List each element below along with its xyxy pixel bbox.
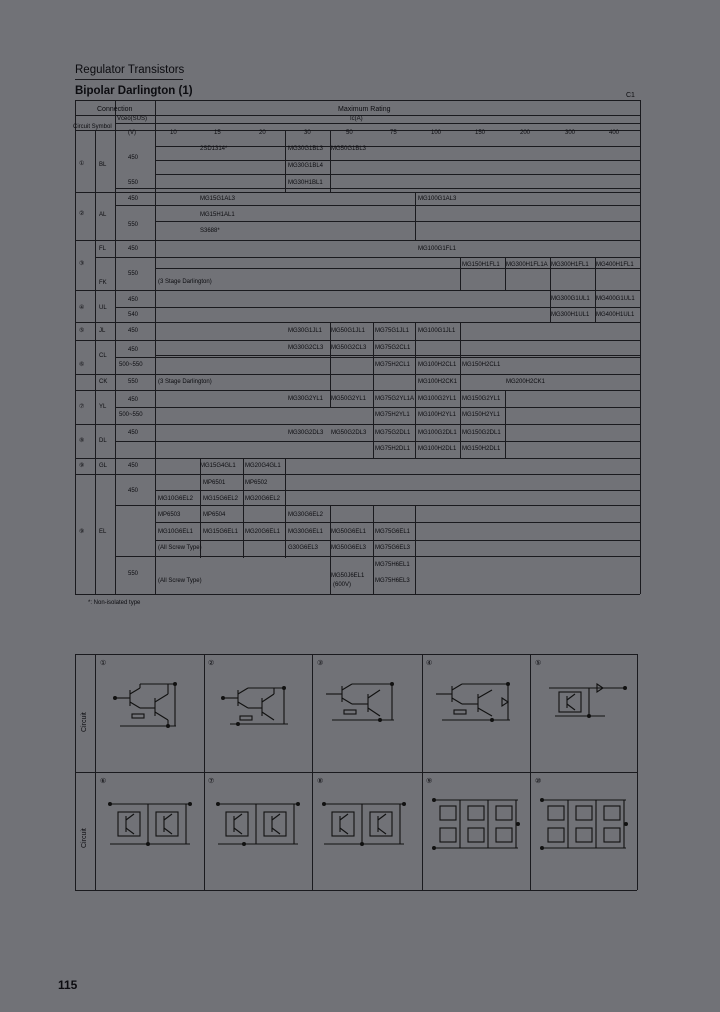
voltage-cell: 450 xyxy=(128,397,139,403)
circuit-panel-no: ⑦ xyxy=(208,778,215,785)
device-cell: MG50G1BL3 xyxy=(331,146,367,152)
max-rating-header: Maximum Rating xyxy=(338,106,391,113)
device-cell: MG50G6EL1 xyxy=(331,529,367,535)
darlington-circuit-diagram-1 xyxy=(110,680,190,730)
connection-header: Connection xyxy=(97,106,133,113)
voltage-cell: 450 xyxy=(128,297,139,303)
voltage-cell: 450 xyxy=(128,328,139,334)
circuit-panel-no: ⑧ xyxy=(317,778,324,785)
voltage-cell: 550 xyxy=(128,271,139,277)
group-sym: GL xyxy=(99,463,108,469)
device-cell: MG75H6EL3 xyxy=(375,578,410,584)
group-no: ⑥ xyxy=(79,362,85,368)
bridge-circuit-diagram-8 xyxy=(320,796,410,851)
ic-header: Ic(A) xyxy=(350,116,363,122)
doc-subtitle: Bipolar Darlington (1) xyxy=(75,85,193,97)
device-cell: MG75G6EL3 xyxy=(375,545,411,551)
device-cell: MG30G1JL1 xyxy=(288,328,323,334)
device-cell: MG30H1BL1 xyxy=(288,180,323,186)
device-cell: S3688* xyxy=(200,228,220,234)
voltage-cell: 450 xyxy=(128,347,139,353)
group-sym: JL xyxy=(99,328,106,334)
device-cell: MG150G2YL1 xyxy=(462,396,501,402)
group-sym: CL xyxy=(99,353,107,359)
device-cell: MG10G6EL1 xyxy=(158,529,194,535)
device-cell: (All Screw Type) xyxy=(158,578,202,584)
circuit-row-label: Circuit xyxy=(81,712,88,732)
device-cell: G30G6EL3 xyxy=(288,545,319,551)
device-cell: MP6501 xyxy=(203,480,226,486)
device-cell: MG50G2DL3 xyxy=(331,430,367,436)
device-cell: MG30G6EL2 xyxy=(288,512,324,518)
voltage-cell: 450 xyxy=(128,155,139,161)
darlington-circuit-diagram-4 xyxy=(432,680,517,730)
circuit-panel-no: ⑥ xyxy=(100,778,107,785)
voltage-cell: 450 xyxy=(128,246,139,252)
title-rule xyxy=(75,79,183,80)
device-cell: MG75G6EL1 xyxy=(375,529,411,535)
device-cell: MG10G6EL2 xyxy=(158,496,194,502)
group-no: ⑤ xyxy=(79,328,85,334)
six-pack-circuit-diagram-10 xyxy=(538,794,630,854)
group-sym: FK xyxy=(99,280,107,286)
device-cell: MG150H2CL1 xyxy=(462,362,501,368)
device-cell: MG20G4GL1 xyxy=(245,463,281,469)
device-cell: MG30G2DL3 xyxy=(288,430,324,436)
device-cell: MG100G1JL1 xyxy=(418,328,456,334)
device-cell: (600V) xyxy=(333,582,352,588)
device-cell: MG150H1FL1 xyxy=(462,262,500,268)
ic-value: 30 xyxy=(304,130,311,136)
device-cell: MG15G4GL1 xyxy=(200,463,236,469)
doc-title: Regulator Transistors xyxy=(75,64,185,76)
device-cell: MG75H2CL1 xyxy=(375,362,411,368)
group-sym: CK xyxy=(99,379,108,385)
device-cell: MG15G6EL1 xyxy=(203,529,239,535)
group-sym: UL xyxy=(99,305,107,311)
device-cell: MG400G1UL1 xyxy=(596,296,635,302)
vceo-header: Vceo(SUS) xyxy=(117,116,148,122)
device-cell: MG150H2DL1 xyxy=(462,446,501,452)
device-cell: MG75H6EL1 xyxy=(375,562,410,568)
device-cell: MG100H2YL1 xyxy=(418,412,457,418)
circuit-panel-no: ⑤ xyxy=(535,660,542,667)
device-cell: (3 Stage Darlington) xyxy=(158,279,212,285)
device-cell: MG30G6EL1 xyxy=(288,529,324,535)
device-cell: MG15G6EL2 xyxy=(203,496,239,502)
vceo-unit: (V) xyxy=(128,130,136,136)
group-no: ⑦ xyxy=(79,404,85,410)
device-cell: MG75G1JL1 xyxy=(375,328,410,334)
six-pack-circuit-diagram-9 xyxy=(430,794,522,854)
device-cell: MG100H2CL1 xyxy=(418,362,457,368)
device-cell: MG30G2CL3 xyxy=(288,345,324,351)
device-cell: MP6504 xyxy=(203,512,226,518)
darlington-circuit-diagram-5 xyxy=(545,676,630,726)
device-cell: MG50G6EL3 xyxy=(331,545,367,551)
device-cell: MG300G1UL1 xyxy=(551,296,590,302)
device-cell: MG100H2DL1 xyxy=(418,446,457,452)
device-cell: MG400H1UL1 xyxy=(596,312,635,318)
group-sym: DL xyxy=(99,438,107,444)
ic-value: 400 xyxy=(609,130,620,136)
device-cell: MG50G1JL1 xyxy=(331,328,366,334)
device-cell: MG30G2YL1 xyxy=(288,396,324,402)
voltage-cell: 450 xyxy=(128,430,139,436)
darlington-circuit-diagram-2 xyxy=(218,680,298,730)
voltage-cell: 500~550 xyxy=(119,412,143,418)
device-cell: MG150G2DL1 xyxy=(462,430,501,436)
device-cell: (3 Stage Darlington) xyxy=(158,379,212,385)
circuit-panel-no: ③ xyxy=(317,660,324,667)
bridge-circuit-diagram-7 xyxy=(214,796,304,851)
group-no: ⑨ xyxy=(79,529,85,535)
group-no: ⑧ xyxy=(79,438,85,444)
circuit-panel-no: ① xyxy=(100,660,107,667)
circuit-row-label: Circuit xyxy=(81,828,88,848)
group-sym: EL xyxy=(99,529,107,535)
voltage-cell: 500~550 xyxy=(119,362,143,368)
voltage-cell: 550 xyxy=(128,180,139,186)
device-cell: MG300H1FL1 xyxy=(551,262,589,268)
page-code: C1 xyxy=(626,92,635,99)
circuit-symbol-header: Circuit Symbol xyxy=(73,124,112,130)
voltage-cell: 550 xyxy=(128,571,139,577)
group-no: ② xyxy=(79,211,85,217)
circuit-panel-no: ⑨ xyxy=(426,778,433,785)
device-cell: MG100H2CK1 xyxy=(418,379,458,385)
page-number: 115 xyxy=(58,978,78,992)
device-cell: MG50J6EL1 xyxy=(331,573,365,579)
device-cell: 2SD1314* xyxy=(200,146,228,152)
circuit-panel-no: ⑩ xyxy=(535,778,542,785)
device-cell: MP6502 xyxy=(245,480,268,486)
device-cell: MG300H1UL1 xyxy=(551,312,590,318)
group-no: ① xyxy=(79,161,85,167)
group-sym: BL xyxy=(99,162,107,168)
footnote: *: Non-isolated type xyxy=(88,600,141,606)
device-cell: MG200H2CK1 xyxy=(506,379,546,385)
device-cell: MG20G6EL1 xyxy=(245,529,281,535)
circuit-panel-no: ② xyxy=(208,660,215,667)
device-cell: MG15H1AL1 xyxy=(200,212,235,218)
device-cell: MG100G1AL3 xyxy=(418,196,457,202)
ic-value: 20 xyxy=(259,130,266,136)
device-cell: MG75H2DL1 xyxy=(375,446,411,452)
device-cell: MG75G2DL1 xyxy=(375,430,411,436)
circuit-panel-no: ④ xyxy=(426,660,433,667)
group-no: ③ xyxy=(79,261,85,267)
device-cell: MG100G2DL1 xyxy=(418,430,457,436)
device-cell: MG75G2CL1 xyxy=(375,345,411,351)
ic-value: 300 xyxy=(565,130,576,136)
ic-value: 15 xyxy=(214,130,221,136)
voltage-cell: 540 xyxy=(128,312,139,318)
bridge-circuit-diagram-6 xyxy=(106,796,196,851)
device-cell: MG20G6EL2 xyxy=(245,496,281,502)
ic-value: 50 xyxy=(346,130,353,136)
voltage-cell: 550 xyxy=(128,379,139,385)
ic-value: 10 xyxy=(170,130,177,136)
device-cell: MG75G2YL1A xyxy=(375,396,415,402)
group-sym: AL xyxy=(99,212,107,218)
group-sym: FL xyxy=(99,246,107,252)
device-cell: MP6503 xyxy=(158,512,181,518)
voltage-cell: 550 xyxy=(128,222,139,228)
device-cell: (All Screw Type) xyxy=(158,545,202,551)
device-cell: MG50G2YL1 xyxy=(331,396,367,402)
device-cell: MG30G1BL3 xyxy=(288,146,324,152)
ic-value: 75 xyxy=(390,130,397,136)
device-cell: MG100G1FL1 xyxy=(418,246,457,252)
ic-value: 150 xyxy=(475,130,486,136)
device-cell: MG100G2YL1 xyxy=(418,396,457,402)
device-cell: MG300H1FL1A xyxy=(506,262,548,268)
device-cell: MG50G2CL3 xyxy=(331,345,367,351)
device-cell: MG30G1BL4 xyxy=(288,163,324,169)
voltage-cell: 450 xyxy=(128,463,139,469)
voltage-cell: 450 xyxy=(128,196,139,202)
darlington-circuit-diagram-3 xyxy=(322,680,402,730)
group-sym: YL xyxy=(99,404,107,410)
ic-value: 200 xyxy=(520,130,531,136)
device-cell: MG400H1FL1 xyxy=(596,262,634,268)
device-cell: MG150H2YL1 xyxy=(462,412,501,418)
device-cell: MG75H2YL1 xyxy=(375,412,410,418)
ic-value: 100 xyxy=(431,130,442,136)
group-no: ⑨ xyxy=(79,463,85,469)
voltage-cell: 450 xyxy=(128,488,139,494)
group-no: ④ xyxy=(79,305,85,311)
device-cell: MG15G1AL3 xyxy=(200,196,236,202)
